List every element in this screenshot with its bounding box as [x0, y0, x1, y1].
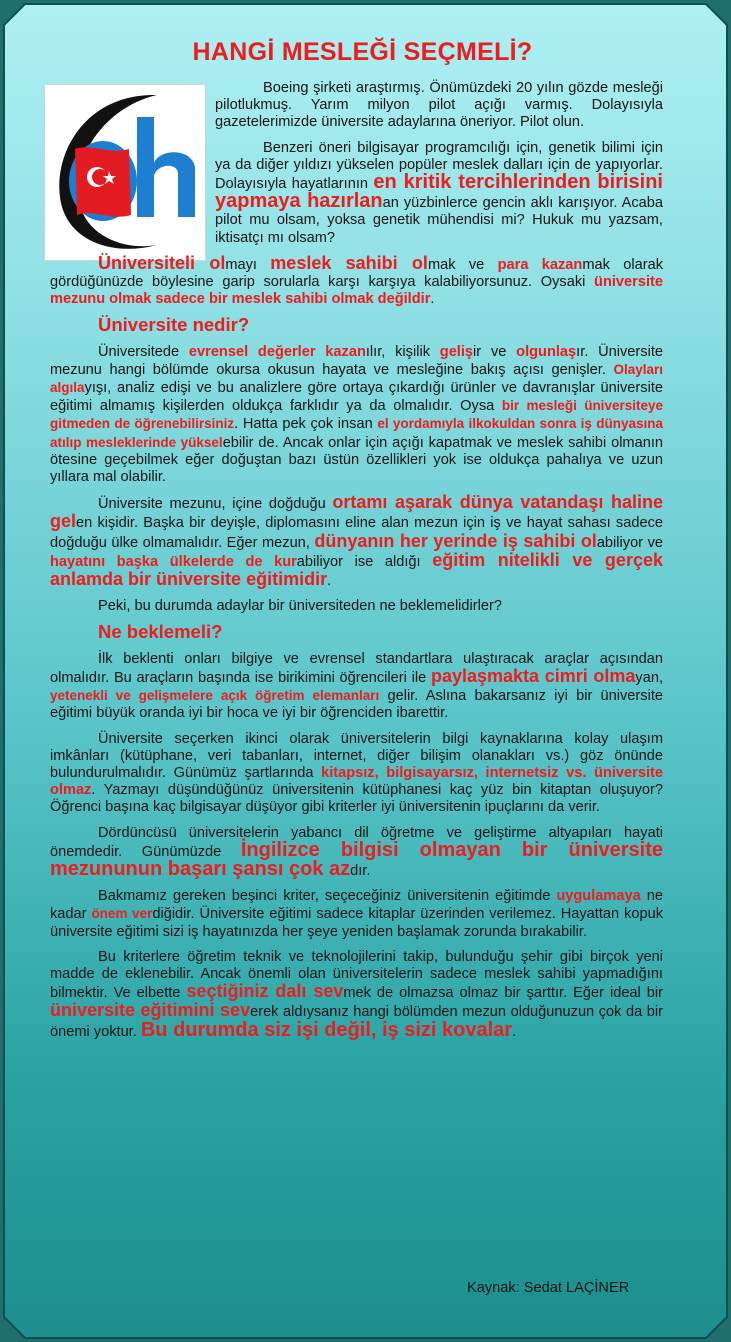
paragraph-9: Dördüncüsü üniversitelerin yabancı dil öğretme ve geliştirme altyapıları hayati önemdedir. Günümüzde İngilizce bilgisi olmayan bir üniversite mezununun başarı şansı çok azdır.	[50, 824, 663, 880]
paragraph-7: İlk beklenti onları bilgiye ve evrensel standartlara ulaştıracak araçlar açısından olmalıdır. Bu araçların başında ise birikimini öğrencileri ile paylaşmakta cimri olmayan, yetenekli ve gelişmelere açık öğretim elemanları gelir. Aslına bakarsanız iyi bir üniversite eğitimi büyük oranda iyi bir hoca ve iyi bir öğrenciden ibarettir.	[50, 650, 664, 722]
heading-what-to-expect: Ne beklemeli?	[98, 621, 223, 643]
article-body	[50, 80, 663, 1049]
source-credit: Kaynak: Sedat LAÇİNER	[467, 1280, 630, 1296]
page-title: HANGİ MESLEĞİ SEÇMELİ?	[192, 38, 533, 66]
paragraph-5: Üniversite mezunu, içine doğduğu ortamı aşarak dünya vatandaşı haline gelen kişidir. Başka bir deyişle, diplomasını eline alan mezun için iş ve hayat sahası sadece doğduğu ülke olmamalıdır. Eğer mezun, dünyanın her yerinde iş sahibi olabiliyor ve hayatını başka ülkelerde de kurabiliyor ise aldığı eğitim nitelikli ve gerçek anlamda bir üniversite eğitimidir.	[50, 492, 663, 590]
paragraph-10: Bakmamız gereken beşinci kriter, seçeceğiniz üniversitenin eğitimde uygulamaya ne kadar önem verdiğidir. Üniversite eğitimi sadece kitaplar üzerinden verilemez. Hayattan kopuk üniversite eğitimi sizi iş hayatınızda her şeye yeniden başlamak zorunda bırakabilir.	[50, 888, 664, 940]
paragraph-4: Üniversitede evrensel değerler kazanılır, kişilik gelişir ve olgunlaşır. Üniversite mezunu hangi bölümde okursa okusun hayata ve mesleğine bakış açısı genişler. Olayları algılayışı, analiz edişi ve bu analizlere göre ortaya çıkardığı ürünler ve davranışlar üniversite eğitimi almamış kişilerden oldukça farklıdır ya da olmalıdır. Oysa bir mesleği üniversiteye gitmeden de öğrenebilirsiniz. Hatta pek çok insan el yordamıyla ilkokuldan sonra iş dünyasına atılıp mesleklerinde yükselebilir de. Ancak onlar için açığı kapatmak ve meslek sahibi olmanın ötesine geçebilmek eğer doğuştan bazı üstün özellikleri yok ise oldukça pahalıya ve uzun yıllara mal olabilir.	[50, 343, 663, 486]
paragraph-1: Boeing şirketi araştırmış. Önümüzdeki 20 yılın gözde mesleği pilotlukmuş. Yarım milyon pilot açığı varmış. Dolayısıyla gazetelerimizde üniversite adaylarına öneriyor. Pilot olun.	[215, 80, 663, 131]
paragraph-11: Bu kriterlere öğretim teknik ve teknolojilerini takip, bulunduğu şehir gibi birçok yeni madde de eklenebilir. Ancak önemli olan üniversitelerin sadece meslek sahibi yapmadığını bilmektir. Ve elbette seçtiğiniz dalı sevmek de olmazsa olmaz bir şarttır. Eğer ideal bir üniversite eğitimini severek aldıysanız hangi bölümden mezun olduğunuzun çok da bir önemi yoktur. Bu durumda siz işi değil, iş sizi kovalar.	[50, 948, 664, 1041]
paragraph-8: Üniversite seçerken ikinci olarak üniversitelerin bilgi kaynaklarına kolay ulaşım imkânları (kütüphane, veri tabanları, internet, diğer bilişim olanakları vs.) göz önünde bulundurulmalıdır. Günümüz şartlarında kitapsız, bilgisayarsız, internetsiz vs. üniversite olmaz. Yazmayı düşündüğünüz üniversitenin kütüphanesi kaç yüz bin kitaptan oluşuyor? Öğrenci başına kaç bilgisayar düşüyor gibi kriterler iyi üniversitenin ipuçlarını da verir.	[50, 730, 663, 816]
paragraph-3: Üniversiteli olmayı meslek sahibi olmak ve para kazanmak olarak gördüğünüzde böylesine garip sorularla karşı karşıya kalabiliyorsunuz. Oysaki üniversite mezunu olmak sadece bir meslek sahibi olmak değildir.	[50, 252, 664, 308]
paragraph-2: Benzeri öneri bilgisayar programcılığı için, genetik bilimi için ya da diğer yıldızı yükselen popüler meslek dalları için de yapıyorlar. Dolayısıyla hayatlarının en kritik tercihlerinden birisini yapmaya hazırlanan yüzbinlerce gencin aklı karışıyor. Acaba pilot mu olsam, yoksa genetik mühendisi mi? Hukuk mu yazsam, iktisatçı mı olsam?	[215, 139, 663, 246]
heading-what-is-university: Üniversite nedir?	[98, 314, 250, 336]
paragraph-6: Peki, bu durumda adaylar bir üniversiteden ne beklemelidirler?	[98, 598, 502, 615]
